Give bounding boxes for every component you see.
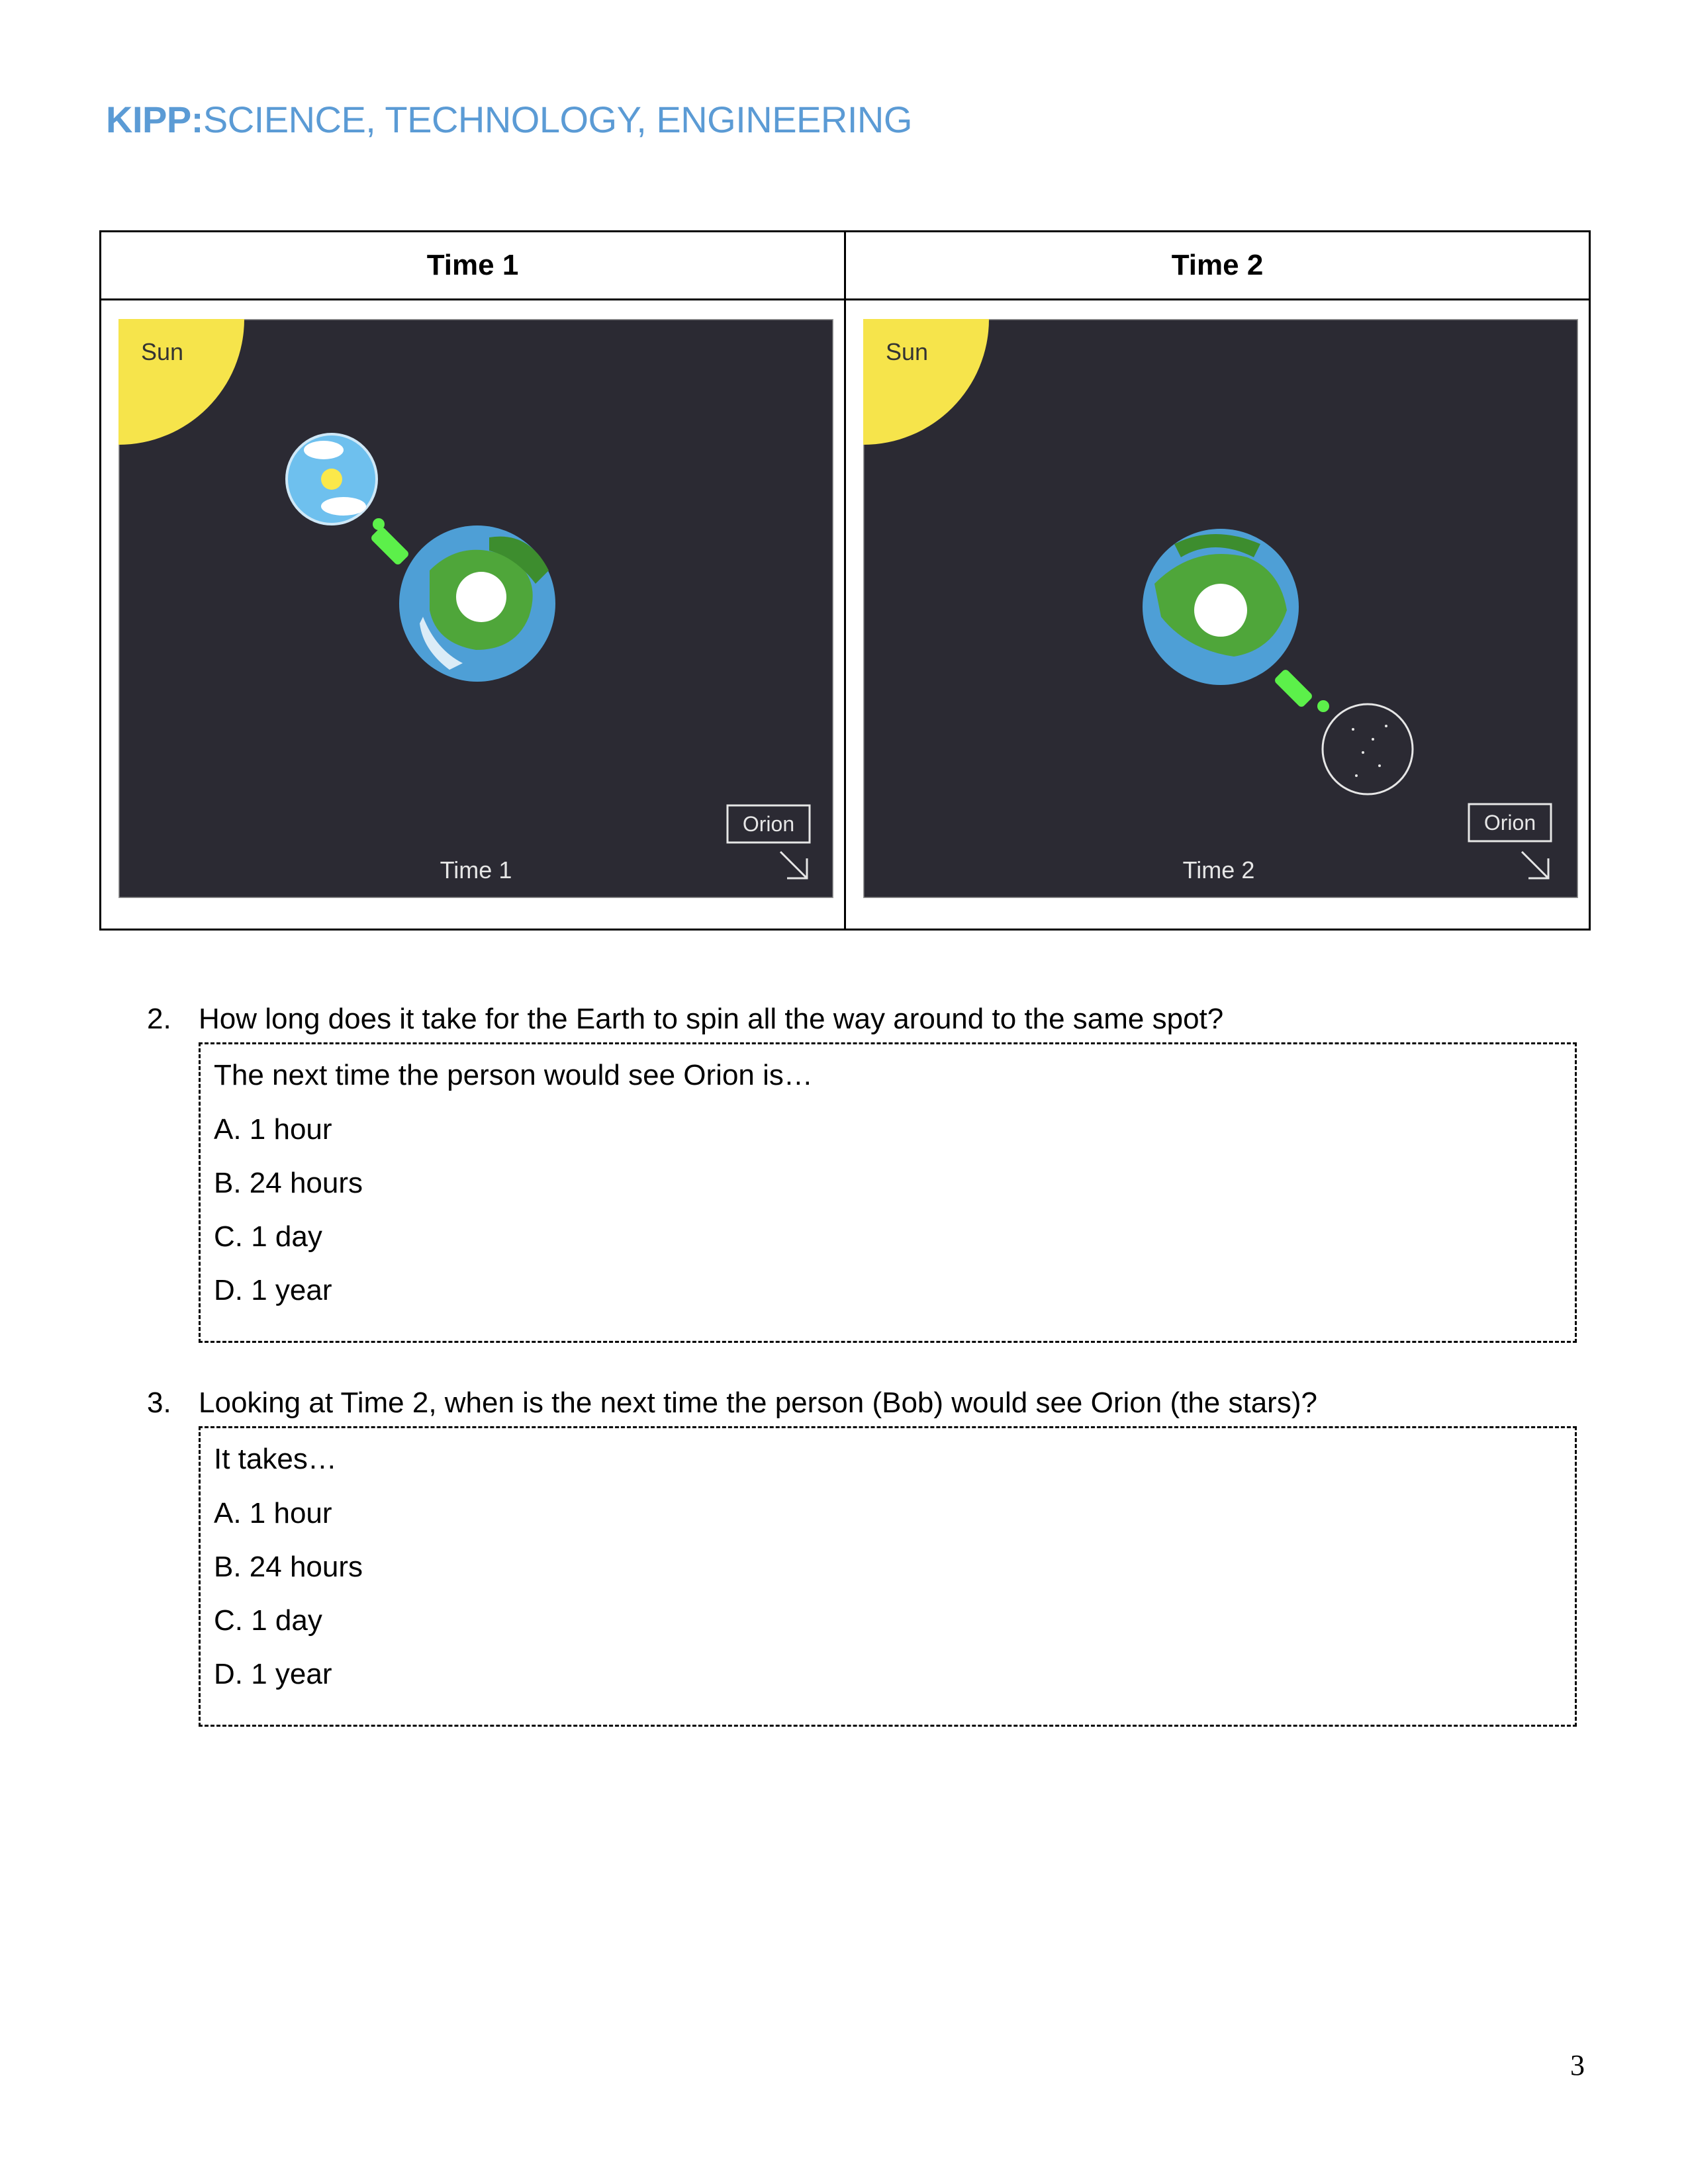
question-3 bbox=[147, 1387, 1317, 1420]
answer-option[interactable]: B. 24 hours bbox=[214, 1551, 363, 1583]
sun-label: Sun bbox=[886, 338, 929, 365]
answer-prompt: It takes… bbox=[214, 1443, 337, 1475]
answer-prompt: The next time the person would see Orion is… bbox=[214, 1059, 813, 1091]
answer-box-q3[interactable] bbox=[199, 1426, 1577, 1727]
answer-option[interactable]: B. 24 hours bbox=[214, 1167, 363, 1199]
header-subtitle: SCIENCE, TECHNOLOGY, ENGINEERING bbox=[203, 99, 912, 140]
table-header-time-2: Time 2 bbox=[845, 232, 1590, 300]
question-text: How long does it take for the Earth to spin all the way around to the same spot? bbox=[199, 1003, 1224, 1035]
earth-icon bbox=[1143, 529, 1299, 685]
table-header-time-1: Time 1 bbox=[101, 232, 845, 300]
question-number: 3. bbox=[147, 1387, 171, 1419]
answer-option[interactable]: C. 1 day bbox=[214, 1604, 322, 1637]
table-cell-time-2 bbox=[845, 300, 1590, 930]
answer-option[interactable]: D. 1 year bbox=[214, 1658, 332, 1690]
answer-option[interactable]: C. 1 day bbox=[214, 1220, 322, 1253]
table-cell-time-1 bbox=[101, 300, 845, 930]
panel-caption: Time 2 bbox=[1182, 856, 1255, 884]
sky-view-icon bbox=[287, 434, 377, 524]
answer-option[interactable]: A. 1 hour bbox=[214, 1113, 332, 1146]
answer-option[interactable]: A. 1 hour bbox=[214, 1497, 332, 1529]
time-2-illustration bbox=[863, 319, 1578, 898]
brand-name: KIPP bbox=[106, 99, 191, 140]
page-number: 3 bbox=[1570, 2049, 1585, 2081]
time-comparison-table bbox=[99, 230, 1591, 931]
document-header bbox=[106, 98, 912, 141]
answer-option[interactable]: D. 1 year bbox=[214, 1274, 332, 1306]
brand-colon: : bbox=[191, 99, 203, 140]
orion-label: Orion bbox=[1483, 811, 1536, 835]
earth-icon bbox=[399, 525, 555, 682]
panel-caption: Time 1 bbox=[440, 856, 512, 884]
question-text: Looking at Time 2, when is the next time the person (Bob) would see Orion (the stars)? bbox=[199, 1387, 1317, 1419]
sun-label: Sun bbox=[141, 338, 184, 365]
question-number: 2. bbox=[147, 1003, 171, 1035]
question-2 bbox=[147, 1003, 1223, 1036]
answer-box-q2[interactable] bbox=[199, 1042, 1577, 1343]
orion-label: Orion bbox=[742, 812, 795, 836]
time-1-illustration bbox=[118, 319, 833, 898]
